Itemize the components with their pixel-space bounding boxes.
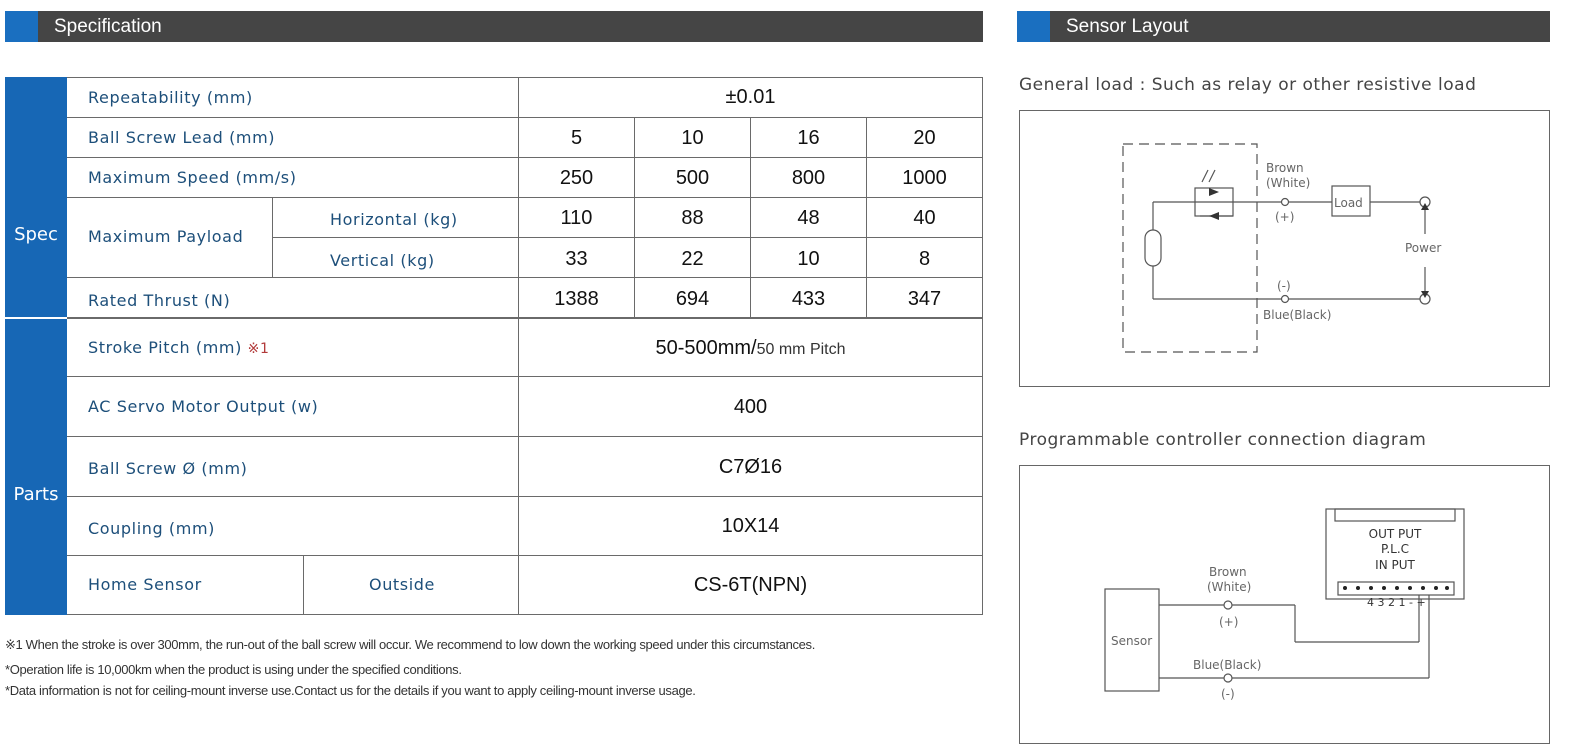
coupling-label: Coupling (mm): [88, 519, 215, 538]
thrust-value: 347: [907, 288, 942, 310]
plus-label: (+): [1275, 210, 1295, 224]
header-accent: [1017, 11, 1050, 42]
rated-thrust-label: Rated Thrust (N): [88, 291, 231, 310]
diode-icon: [1209, 212, 1219, 220]
motor-output-label: AC Servo Motor Output (w): [88, 397, 319, 416]
footnote: *Data information is not for ceiling-mount inverse use.Contact us for the details if you want to apply ceiling-mount inverse usage.: [5, 683, 696, 698]
brown-label: Brown: [1266, 161, 1304, 175]
load-label: Load: [1334, 196, 1363, 210]
terminal-icon: [1282, 199, 1289, 206]
horizontal-value: 40: [913, 207, 936, 229]
speed-value: 800: [791, 167, 826, 189]
table-line: [272, 237, 983, 238]
repeatability-value: ±0.01: [725, 86, 776, 108]
footnote: ※1 When the stroke is over 300mm, the run-out of the ball screw will occur. We recommend to low down the working speed under this circumstances.: [5, 637, 815, 652]
speed-value: 1000: [902, 167, 947, 189]
footnote: *Operation life is 10,000km when the product is using under the specified conditions.: [5, 662, 462, 677]
repeatability-label: Repeatability (mm): [88, 88, 253, 107]
table-line: [272, 197, 273, 278]
plus-label: (+): [1219, 615, 1239, 629]
lead-value: 16: [797, 127, 820, 149]
stroke-pitch-value: [519, 337, 982, 360]
pins-label: 4 3 2 1 - +: [1367, 596, 1426, 609]
terminal-icon: [1224, 601, 1232, 609]
spec-group-label: Spec: [14, 224, 58, 245]
table-line: [67, 317, 983, 319]
thrust-value: 1388: [554, 288, 599, 310]
thrust-value: 694: [675, 288, 710, 310]
input-label: IN PUT: [1375, 558, 1415, 572]
stroke-pitch-small: 50 mm Pitch: [756, 341, 846, 358]
minus-label: (-): [1221, 687, 1235, 701]
blue-label: Blue(Black): [1193, 658, 1262, 672]
parts-group-label: Parts: [13, 484, 59, 505]
white-label: (White): [1207, 580, 1252, 594]
minus-label: (-): [1277, 279, 1291, 293]
vertical-value: 33: [565, 248, 588, 270]
vertical-value: 8: [918, 248, 931, 270]
reed-switch-icon: [1145, 230, 1161, 266]
motor-output-value: 400: [733, 396, 768, 418]
ball-screw-dia-label: Ball Screw Ø (mm): [88, 459, 248, 478]
table-line: [67, 277, 983, 278]
vertical-value: 22: [681, 248, 704, 270]
horizontal-label: Horizontal (kg): [330, 210, 458, 229]
terminal-icon: [1224, 674, 1232, 682]
speed-value: 250: [559, 167, 594, 189]
lead-value: 5: [570, 127, 583, 149]
output-label: OUT PUT: [1368, 527, 1422, 541]
table-line: [67, 376, 983, 377]
table-line: [67, 555, 983, 556]
diagram1-title: General load : Such as relay or other resistive load: [1019, 75, 1477, 95]
sensor-label: Sensor: [1111, 634, 1153, 648]
home-sensor-sub-label: Outside: [369, 575, 435, 594]
stroke-pitch-label: [88, 338, 270, 357]
plc-wiring: [1019, 465, 1550, 744]
vertical-value: 10: [797, 248, 820, 270]
stroke-pitch-text: Stroke Pitch (mm): [88, 338, 242, 357]
plc-connection-diagram: [1019, 465, 1550, 744]
coupling-value: 10X14: [721, 515, 780, 537]
diode-icon: [1209, 188, 1219, 196]
general-load-diagram: [1019, 110, 1550, 387]
horizontal-value: 48: [797, 207, 820, 229]
sensor-outline: [1123, 144, 1257, 352]
home-sensor-value: CS-6T(NPN): [693, 574, 808, 596]
header-accent: [5, 11, 38, 42]
specification-title: Specification: [54, 16, 162, 37]
table-line: [67, 117, 983, 118]
table-line: [67, 157, 983, 158]
table-line: [67, 197, 983, 198]
horizontal-value: 110: [560, 207, 593, 229]
spec-group-bar: [5, 77, 67, 317]
plc-pin-dots: [1343, 586, 1449, 590]
table-line: [67, 614, 983, 615]
max-payload-label: Maximum Payload: [88, 227, 244, 246]
home-sensor-label: Home Sensor: [88, 575, 202, 594]
horizontal-value: 88: [681, 207, 704, 229]
ball-screw-dia-value: C7Ø16: [718, 456, 783, 478]
lead-value: 10: [681, 127, 704, 149]
parts-group-bar: [5, 319, 67, 615]
max-speed-label: Maximum Speed (mm/s): [88, 168, 297, 187]
table-line: [982, 77, 983, 615]
plc-label: P.L.C: [1380, 542, 1410, 556]
speed-value: 500: [675, 167, 710, 189]
terminal-icon: [1282, 296, 1289, 303]
lead-value: 20: [913, 127, 936, 149]
stroke-pitch-main: 50-500mm/: [655, 337, 757, 359]
table-line: [67, 77, 983, 78]
power-label: Power: [1405, 241, 1442, 255]
brown-label: Brown: [1209, 565, 1247, 579]
specification-header: [5, 11, 983, 42]
table-line: [67, 436, 983, 437]
diagram2-title: Programmable controller connection diagram: [1019, 430, 1427, 450]
stroke-pitch-note: ※1: [247, 341, 270, 357]
sensor-layout-title: Sensor Layout: [1066, 16, 1189, 37]
table-line: [303, 555, 304, 615]
ball-screw-lead-label: Ball Screw Lead (mm): [88, 128, 276, 147]
general-load-wiring: [1019, 110, 1550, 387]
white-label: (White): [1266, 176, 1311, 190]
vertical-label: Vertical (kg): [330, 251, 435, 270]
table-line: [67, 496, 983, 497]
plc-slot-icon: [1335, 509, 1455, 521]
blue-label: Blue(Black): [1263, 308, 1332, 322]
sensor-layout-header: [1017, 11, 1550, 42]
thrust-value: 433: [791, 288, 826, 310]
